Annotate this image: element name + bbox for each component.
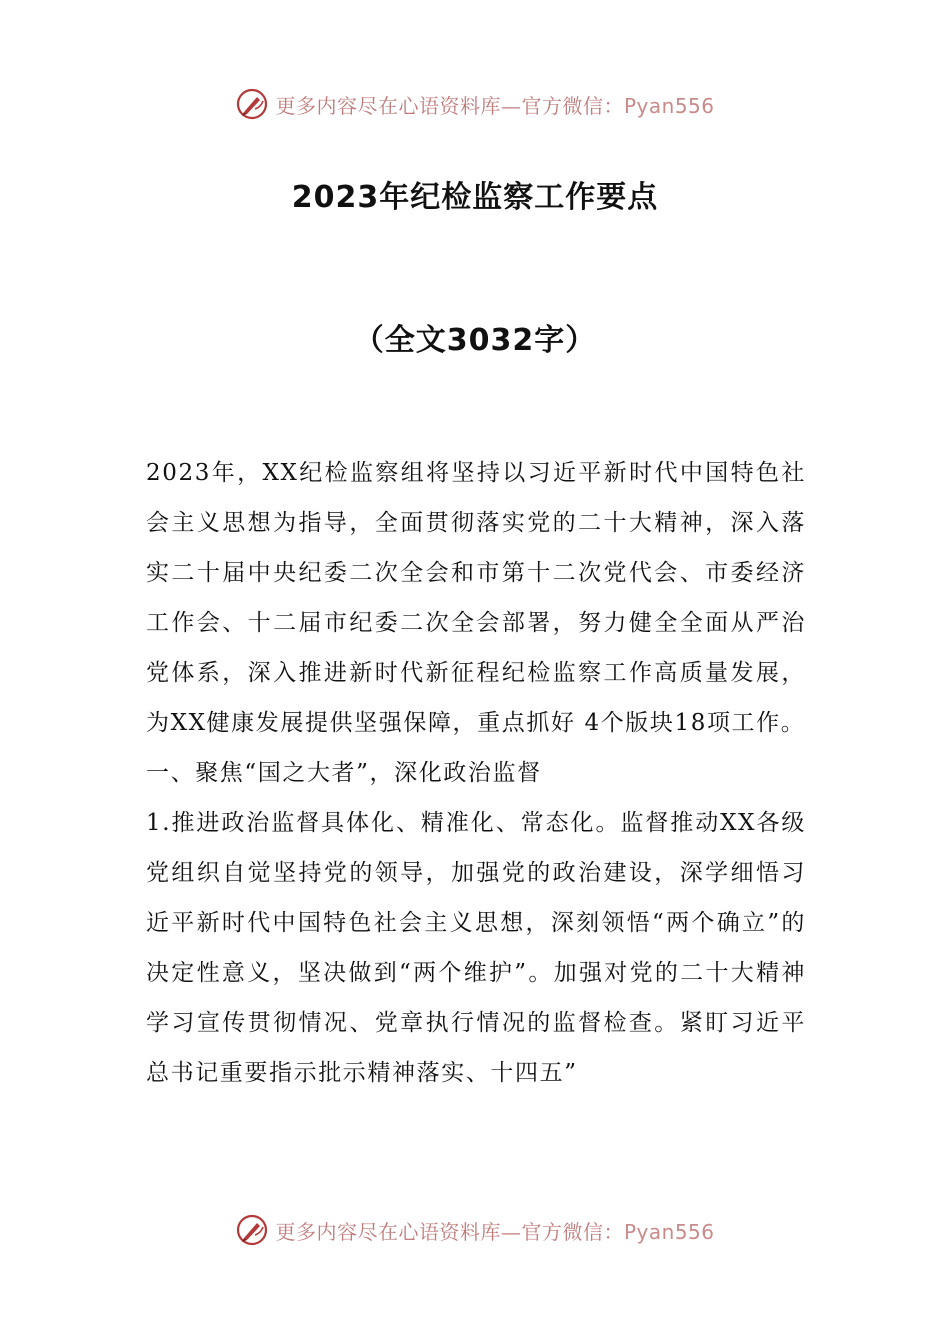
footer-watermark	[0, 1210, 950, 1250]
pen-logo-icon	[235, 1213, 269, 1247]
document-title: 2023年纪检监察工作要点	[291, 180, 659, 215]
header-watermark-content	[235, 87, 714, 121]
paragraph-intro: 2023年，XX纪检监察组将坚持以习近平新时代中国特色社会主义思想为指导，全面贯彻落实党的二十大精神，深入落实二十届中央纪委二次全会和市第十二次党代会、市委经济工作会、十二届市纪委二次全会部署，努力健全全面从严治党体系，深入推进新时代新征程纪检监察工作高质量发展，为XX健康发展提供坚强保障，重点抓好 4个版块18项工作。	[146, 460, 806, 736]
header-watermark	[0, 84, 950, 124]
footer-watermark-content	[235, 1213, 714, 1247]
wechat-id: Pyan556	[623, 1219, 715, 1244]
section-heading: 一、聚焦“国之大者”，深化政治监督	[146, 760, 542, 786]
watermark-text: 更多内容尽在心语资料库—官方微信：Pyan556	[275, 93, 715, 118]
watermark-text: 更多内容尽在心语资料库—官方微信：Pyan556	[275, 1219, 715, 1244]
wechat-id: Pyan556	[623, 93, 715, 118]
document-subtitle: （全文3032字）	[353, 323, 597, 358]
paragraph-item-1: 1.推进政治监督具体化、精准化、常态化。监督推动XX各级党组织自觉坚持党的领导，加强党的政治建设，深学细悟习近平新时代中国特色社会主义思想，深刻领悟“两个确立”的决定性意义，坚决做到“两个维护”。加强对党的二十大精神学习宣传贯彻情况、党章执行情况的监督检查。紧盯习近平总书记重要指示批示精神落实、十四五”	[146, 810, 806, 1086]
pen-logo-icon	[235, 87, 269, 121]
document-body	[146, 448, 806, 1098]
